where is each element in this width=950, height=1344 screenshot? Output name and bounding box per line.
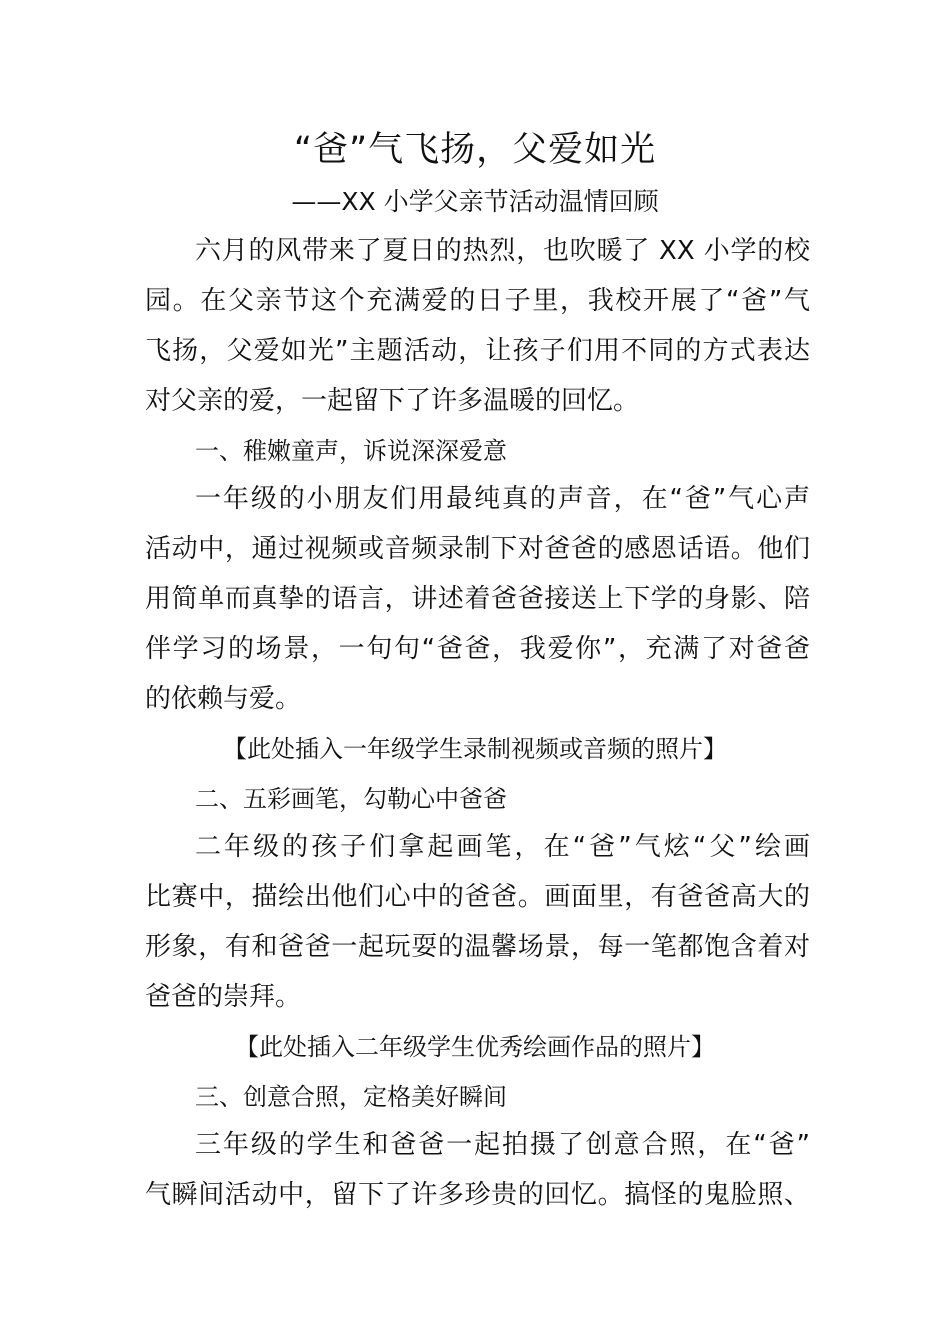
section-3-line-2: 气瞬间活动中，留下了许多珍贵的回忆。搞怪的鬼脸照、 (145, 1180, 810, 1210)
section-3-heading: 三、创意合照，定格美好瞬间 (195, 1083, 507, 1111)
intro-line-4: 对父亲的爱，一起留下了许多温暖的回忆。 (145, 386, 640, 416)
intro-line-1: 六月的风带来了夏日的热烈，也吹暖了 XX 小学的校 (195, 236, 810, 266)
section-2-line-3: 形象，有和爸爸一起玩耍的温馨场景，每一笔都饱含着对 (145, 932, 810, 962)
section-2-heading: 二、五彩画笔，勾勒心中爸爸 (195, 785, 507, 813)
document-title: “爸”气飞扬，父爱如光 (293, 130, 657, 170)
intro-line-3: 飞扬，父爱如光”主题活动，让孩子们用不同的方式表达 (145, 336, 810, 366)
section-1-line-1: 一年级的小朋友们用最纯真的声音，在“爸”气心声 (195, 484, 810, 514)
section-2-line-4: 爸爸的崇拜。 (145, 982, 302, 1012)
section-1-photo-placeholder: 【此处插入一年级学生录制视频或音频的照片】 (223, 735, 727, 763)
section-2-photo-placeholder: 【此处插入二年级学生优秀绘画作品的照片】 (235, 1033, 715, 1061)
section-3-line-1: 三年级的学生和爸爸一起拍摄了创意合照，在“爸” (195, 1130, 810, 1160)
intro-line-2: 园。在父亲节这个充满爱的日子里，我校开展了“爸”气 (145, 286, 810, 316)
section-1-line-2: 活动中，通过视频或音频录制下对爸爸的感恩话语。他们 (145, 534, 810, 564)
section-1-line-3: 用简单而真挚的语言，讲述着爸爸接送上下学的身影、陪 (145, 584, 810, 614)
section-2-line-1: 二年级的孩子们拿起画笔，在“爸”气炫“父”绘画 (195, 832, 810, 862)
document-subtitle: ——XX 小学父亲节活动温情回顾 (291, 187, 659, 216)
section-1-heading: 一、稚嫩童声，诉说深深爱意 (195, 437, 507, 465)
section-2-line-2: 比赛中，描绘出他们心中的爸爸。画面里，有爸爸高大的 (145, 882, 810, 912)
section-1-line-4: 伴学习的场景，一句句“爸爸，我爱你”，充满了对爸爸 (145, 634, 810, 664)
section-1-line-5: 的依赖与爱。 (145, 684, 302, 714)
